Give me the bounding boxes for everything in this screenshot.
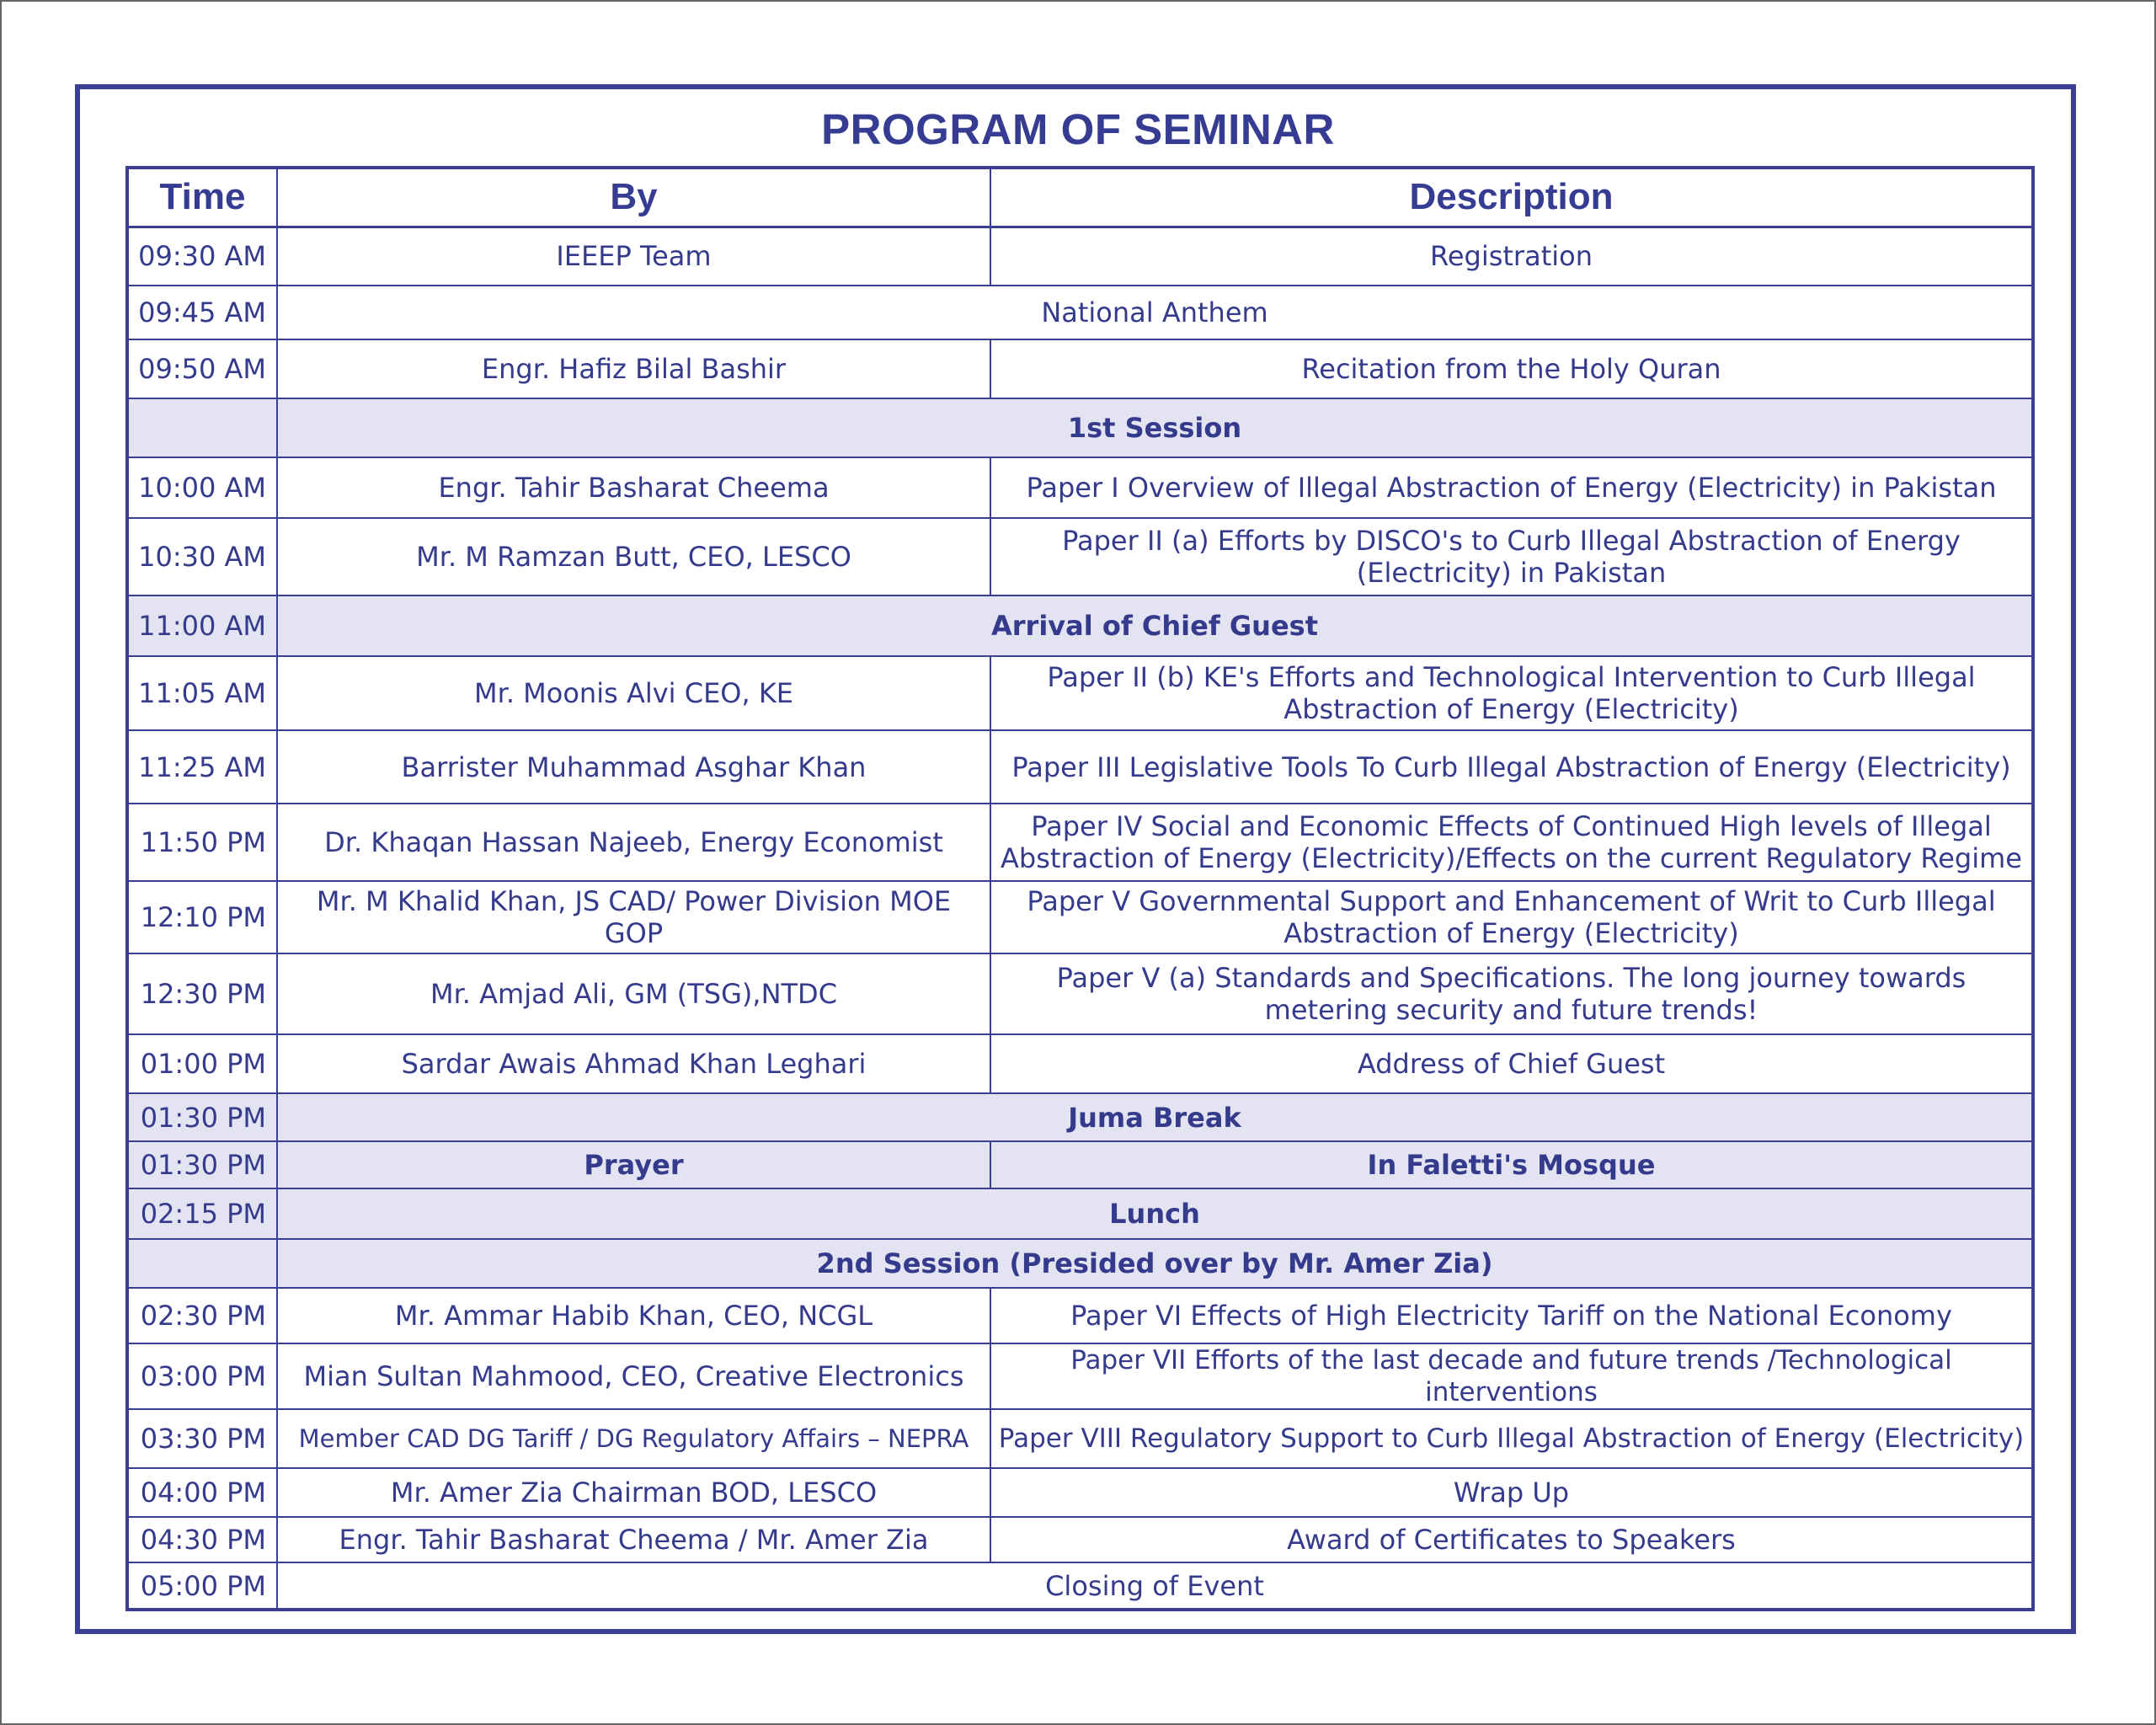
row-time: 12:10 PM (127, 881, 277, 953)
page-title: PROGRAM OF SEMINAR (821, 105, 1335, 153)
table-row (127, 227, 2033, 286)
row-description: Paper VII Efforts of the last decade and future trends /Technological interventions (990, 1343, 2033, 1409)
row-time: 03:30 PM (127, 1409, 277, 1468)
table-row (127, 1468, 2033, 1517)
row-description: Paper V Governmental Support and Enhancement of Writ to Curb Illegal Abstraction of Energy (Electricity) (990, 881, 2033, 953)
row-description: In Faletti's Mosque (990, 1141, 2033, 1188)
row-description: Award of Certificates to Speakers (990, 1517, 2033, 1562)
row-time (127, 398, 277, 457)
table-row (127, 804, 2033, 881)
row-description: Wrap Up (990, 1468, 2033, 1517)
row-description: Paper V (a) Standards and Specifications. The long journey towards metering security and future trends! (990, 953, 2033, 1034)
table-row (127, 1288, 2033, 1343)
table-row (127, 1343, 2033, 1409)
table-row (127, 953, 2033, 1034)
row-by: Engr. Tahir Basharat Cheema / Mr. Amer Zia (277, 1517, 990, 1562)
row-description: Paper II (a) Efforts by DISCO's to Curb Illegal Abstraction of Energy (Electricity) in Pakistan (990, 518, 2033, 595)
row-by: Prayer (277, 1141, 990, 1188)
row-description: Recitation from the Holy Quran (990, 339, 2033, 398)
highlight-row (127, 1188, 2033, 1239)
row-time: 09:45 AM (127, 286, 277, 339)
session-title: 1st Session (277, 398, 2033, 457)
row-by: Engr. Tahir Basharat Cheema (277, 457, 990, 518)
row-description: Paper IV Social and Economic Effects of Continued High levels of Illegal Abstraction of Energy (Electricity)/Effects on the current Regulatory Regime (990, 804, 2033, 881)
table-row (127, 1409, 2033, 1468)
row-time: 04:00 PM (127, 1468, 277, 1517)
row-span-text: Lunch (277, 1188, 2033, 1239)
row-time: 11:25 AM (127, 730, 277, 804)
session-row (127, 1239, 2033, 1288)
row-by: Mr. Amjad Ali, GM (TSG),NTDC (277, 953, 990, 1034)
row-description: Paper III Legislative Tools To Curb Illegal Abstraction of Energy (Electricity) (990, 730, 2033, 804)
table-row (127, 1562, 2033, 1610)
table-row (127, 457, 2033, 518)
row-span-text: Closing of Event (277, 1562, 2033, 1610)
header-by: By (277, 168, 990, 227)
table-row (127, 656, 2033, 730)
row-by: Mr. Moonis Alvi CEO, KE (277, 656, 990, 730)
row-by: Mr. M Khalid Khan, JS CAD/ Power Division MOE GOP (277, 881, 990, 953)
row-time: 10:30 AM (127, 518, 277, 595)
row-by: Engr. Hafiz Bilal Bashir (277, 339, 990, 398)
row-time: 04:30 PM (127, 1517, 277, 1562)
row-time: 09:30 AM (127, 227, 277, 286)
row-time: 02:30 PM (127, 1288, 277, 1343)
row-time: 11:00 AM (127, 595, 277, 656)
table-row (127, 518, 2033, 595)
row-time: 03:00 PM (127, 1343, 277, 1409)
row-time: 11:05 AM (127, 656, 277, 730)
row-time: 02:15 PM (127, 1188, 277, 1239)
row-time: 12:30 PM (127, 953, 277, 1034)
table-row (127, 286, 2033, 339)
table-row (127, 881, 2033, 953)
table-row (127, 730, 2033, 804)
highlight-row (127, 1093, 2033, 1141)
row-description: Paper I Overview of Illegal Abstraction of Energy (Electricity) in Pakistan (990, 457, 2033, 518)
row-description: Paper VIII Regulatory Support to Curb Illegal Abstraction of Energy (Electricity) (990, 1409, 2033, 1468)
row-by: Member CAD DG Tariff / DG Regulatory Affairs – NEPRA (277, 1409, 990, 1468)
row-description: Registration (990, 227, 2033, 286)
row-by: Mr. Amer Zia Chairman BOD, LESCO (277, 1468, 990, 1517)
program-table (125, 166, 2035, 1611)
table-row (127, 1034, 2033, 1093)
row-by: Mr. Ammar Habib Khan, CEO, NCGL (277, 1288, 990, 1343)
row-by: Barrister Muhammad Asghar Khan (277, 730, 990, 804)
row-span-text: Arrival of Chief Guest (277, 595, 2033, 656)
header-time: Time (127, 168, 277, 227)
row-description: Paper VI Effects of High Electricity Tariff on the National Economy (990, 1288, 2033, 1343)
row-by: Dr. Khaqan Hassan Najeeb, Energy Economist (277, 804, 990, 881)
highlight-row (127, 595, 2033, 656)
row-time: 01:30 PM (127, 1093, 277, 1141)
highlight-row (127, 1141, 2033, 1188)
row-by: Mian Sultan Mahmood, CEO, Creative Electronics (277, 1343, 990, 1409)
row-time (127, 1239, 277, 1288)
row-description: Paper II (b) KE's Efforts and Technological Intervention to Curb Illegal Abstraction of Energy (Electricity) (990, 656, 2033, 730)
row-time: 09:50 AM (127, 339, 277, 398)
session-row (127, 398, 2033, 457)
row-time: 11:50 PM (127, 804, 277, 881)
header-description: Description (990, 168, 2033, 227)
row-by: Mr. M Ramzan Butt, CEO, LESCO (277, 518, 990, 595)
row-time: 01:00 PM (127, 1034, 277, 1093)
row-span-text: Juma Break (277, 1093, 2033, 1141)
table-header-row (127, 168, 2033, 227)
row-span-text: National Anthem (277, 286, 2033, 339)
row-description: Address of Chief Guest (990, 1034, 2033, 1093)
row-time: 05:00 PM (127, 1562, 277, 1610)
row-by: IEEEP Team (277, 227, 990, 286)
row-time: 01:30 PM (127, 1141, 277, 1188)
table-row (127, 1517, 2033, 1562)
table-row (127, 339, 2033, 398)
row-time: 10:00 AM (127, 457, 277, 518)
row-by: Sardar Awais Ahmad Khan Leghari (277, 1034, 990, 1093)
session-title: 2nd Session (Presided over by Mr. Amer Zia) (277, 1239, 2033, 1288)
